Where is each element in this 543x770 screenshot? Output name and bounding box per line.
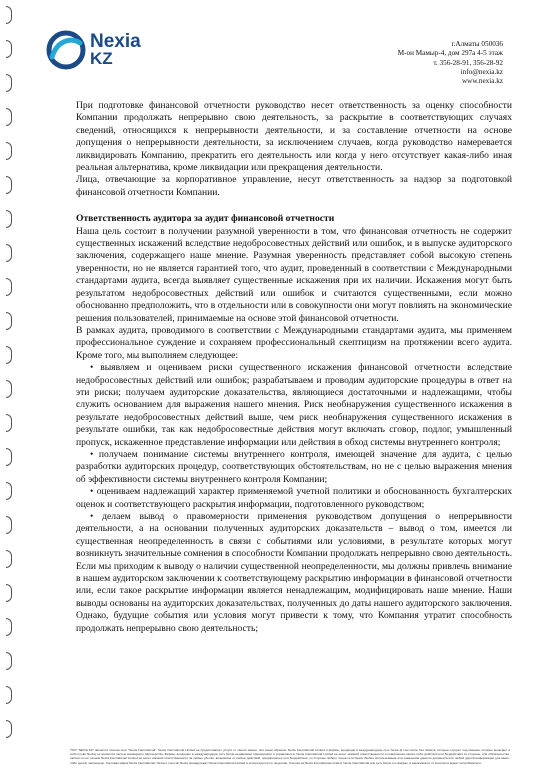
binder-ring: [6, 40, 12, 58]
binder-ring: [6, 108, 12, 126]
logo-line-2: KZ: [90, 49, 113, 68]
binder-ring: [6, 550, 12, 568]
binder-ring: [6, 74, 12, 92]
paragraph-audit-scope: В рамках аудита, проводимого в соответствии с Международными стандартами аудита, мы применяем профессиональное суждение и сохраняем профессиональный скептицизм на протяжении всего аудита. Кроме того, мы выполняем следующее:: [76, 324, 512, 361]
binder-ring: [6, 720, 12, 738]
binder-ring: [6, 278, 12, 296]
binder-ring: [6, 380, 12, 398]
footer-disclaimer: ТОО "NEXIA KZ" является членом сети "Nexia International". Nexia International Limited не предоставляет услуги от своего имени, или иным образом. Nexia International Limited и фирмы, входящие в международную сеть Nexia (в том числе без лимита, которые торгуют под именем, которое включает в себя слово Nexia) не являются частью всемирного партнерства. Фирмы, входящие в международную сеть Nexia независимо принадлежат и управляются. Nexia International Limited не несет никакой ответственности и совершенно какого-либо действия или бездействия со стороны, или обязательство, любого из ее членов Nexia International Limited не несет никакой ответственности за любые убытки, возникшие от любых действий, предпринятых или бездействия, со стороны любого члена сети Nexia. Любое использование или изменение данного документа или любой другой информации для каких-либо целей, запрещено. Торговая марка Nexia International, Nexia и логотип Nexia принадлежат Nexia International Limited и используются по лицензии. Ссылки на Nexia International Limited, Nexia International или сеть Nexia это фирмы, в зависимости от контекста может потребоваться.: [70, 748, 510, 765]
address-phone: т. 356-28-91, 356-28-92: [433, 58, 503, 67]
binder-ring: [6, 176, 12, 194]
binder-ring: [6, 618, 12, 636]
bullet-accounting-policy: • оцениваем надлежащий характер применяемой учетной политики и обоснованность бухгалтерских оценок и соответствующего раскрытия информации, подготовленного руководством;: [76, 486, 512, 510]
binder-ring: [6, 516, 12, 534]
address-email: info@nexia.kz: [460, 67, 503, 76]
address-street: М-он Мамыр-4, дом 297а 4-5 этаж: [397, 49, 503, 58]
paragraph-objective: Наша цель состоит в получении разумной уверенности в том, что финансовая отчетность не содержит существенных искажений вследствие недобросовестных действий или ошибок, и в выпуске аудиторского заключения, содержащего наше мнение. Разумная уверенность представляет собой высокую степень уверенности, но не является гарантией того, что аудит, проведенный в соответствии с Международными стандартами аудита, всегда выявляет существенные искажения при их наличии. Искажения могут быть результатом недобросовестных действий или ошибок и считаются существенными, если можно обоснованно предположить, что в отдельности или в совокупности они могут повлиять на экономические решения пользователей, принимаемые на основе этой финансовой отчетности.: [76, 225, 512, 324]
logo-wordmark: [90, 33, 141, 67]
bullet-going-concern-conclusion: • делаем вывод о правомерности применения руководством допущения о непрерывности деятельности, а на основании полученных аудиторских доказательств – вывод о том, имеется ли существенная неопределенность в связи с событиями или условиями, в результате которых могут возникнуть значительные сомнения в способности Компании продолжать непрерывно свою деятельность. Если мы приходим к выводу о наличии существенной неопределенности, мы должны привлечь внимание в нашем аудиторском заключении к соответствующему раскрытию информации в финансовой отчетности или, если такое раскрытие информации является ненадлежащим, модифицировать наше мнение. Наши выводы основаны на аудиторских доказательствах, полученных до даты нашего аудиторского заключения. Однако, будущие события или условия могут привести к тому, что Компания утратит способность продолжать непрерывно свою деятельность;: [76, 511, 512, 634]
address-city: г.Алматы 050036: [451, 40, 503, 48]
binder-ring: [6, 346, 12, 364]
paragraph-governance: Лица, отвечающие за корпоративное управление, несут ответственность за надзор за подготовкой финансовой отчетности Компании.: [76, 174, 512, 198]
binder-ring: [6, 210, 12, 228]
binder-ring: [6, 448, 12, 466]
document-body: [76, 100, 512, 635]
binder-rings: [6, 0, 14, 770]
binder-ring: [6, 652, 12, 670]
binder-ring: [6, 482, 12, 500]
bullet-internal-control: • получаем понимание системы внутреннего контроля, имеющей значение для аудита, с целью разработки аудиторских процедур, соответствующих обстоятельствам, но не с целью выражения мнения об эффективности системы внутреннего контроля Компании;: [76, 448, 512, 485]
paragraph-going-concern: При подготовке финансовой отчетности руководство несет ответственность за оценку способности Компании продолжать непрерывно свою деятельность, за раскрытие в соответствующих случаях сведений, относящихся к непрерывности деятельности, и за составление отчетности на основе допущения о непрерывности деятельности, за исключением случаев, когда руководство намеревается ликвидировать Компанию, прекратить его деятельность или когда у него отсутствует какая-либо иная реальная альтернатива, кроме ликвидации или прекращения деятельности.: [76, 100, 512, 174]
nexia-logo-icon: [46, 30, 86, 70]
address-website: www.nexia.kz: [461, 77, 503, 86]
nexia-logo: [46, 30, 141, 70]
binder-ring: [6, 244, 12, 262]
section-heading: Ответственность аудитора за аудит финансовой отчетности: [76, 213, 335, 225]
binder-ring: [6, 312, 12, 330]
binder-ring: [6, 414, 12, 432]
binder-ring: [6, 142, 12, 160]
binder-ring: [6, 686, 12, 704]
company-address: [398, 40, 503, 86]
binder-ring: [6, 6, 12, 24]
binder-ring: [6, 584, 12, 602]
logo-line-1: Nexia: [90, 31, 141, 52]
bullet-risk-assessment: • выявляем и оцениваем риски существенного искажения финансовой отчетности вследствие недобросовестных действий или ошибок; разрабатываем и проводим аудиторские процедуры в ответ на эти риски; получаем аудиторские доказательства, являющиеся достаточными и надлежащими, чтобы служить основанием для выражения нашего мнения. Риск необнаружения существенного искажения в результате недобросовестных действий выше, чем риск необнаружения существенного искажения в результате ошибки, так как недобросовестные действия могут включать сговор, подлог, умышленный пропуск, искаженное представление информации или действия в обход системы внутреннего контроля;: [76, 362, 512, 448]
